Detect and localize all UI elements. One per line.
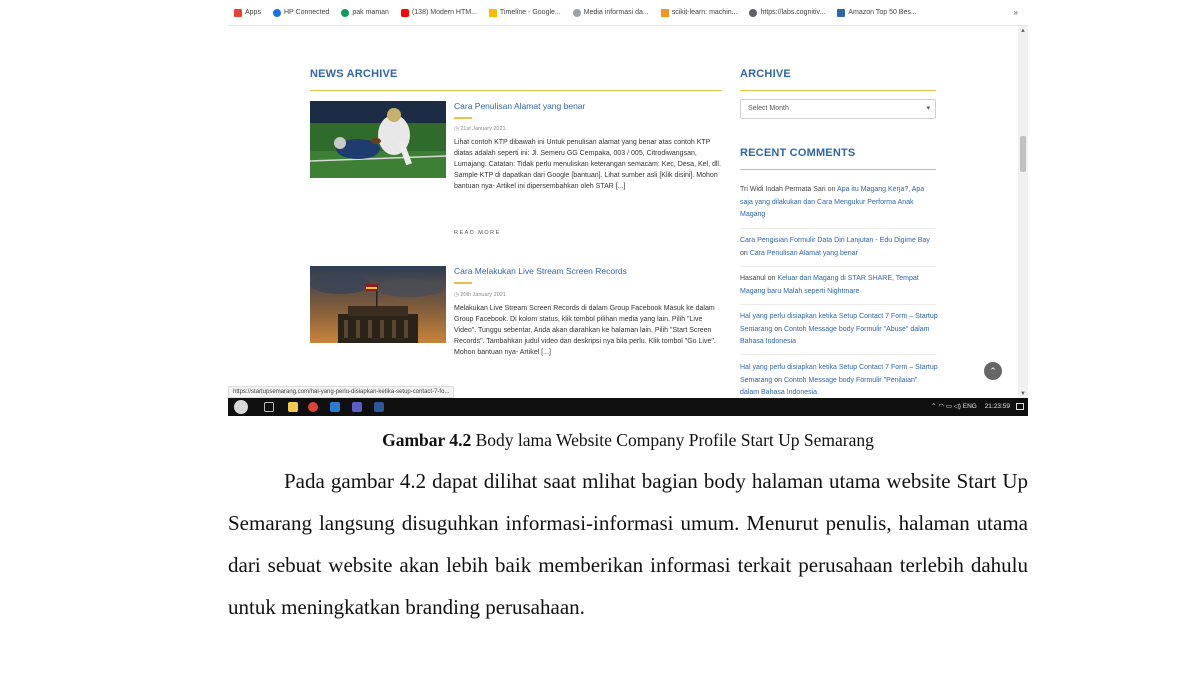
post-title-rule (454, 282, 472, 284)
body-paragraph: Pada gambar 4.2 dapat dilihat saat mlihat bagian body halaman utama website Start Up Semarang langsung disuguhkan informasi-informasi umum. Menurut penulis, halaman utama dari sebuat website akan lebih baik memberikan informasi terkait perusahaan terlebih dahulu untuk meningkatkan branding perusahaan. (228, 469, 1028, 619)
status-url-bar: https://startupsemarang.com/hal-yang-perlu-disiapkan-ketika-setup-contact-7-fo... (228, 386, 454, 398)
task-view-icon[interactable] (264, 402, 274, 412)
post-title-rule (454, 117, 472, 119)
globe-icon (749, 9, 757, 17)
figure-caption (228, 430, 1028, 451)
bookmark-scikit-learn[interactable]: scikit-learn: machin... (661, 9, 738, 17)
comment-item: Hal yang perlu disiapkan ketika Setup Contact 7 Form – Startup Semarang on Contoh Message body Formulir "Abuse" dalam Bahasa Indonesia (740, 313, 938, 345)
drive-icon (489, 9, 497, 17)
language-indicator[interactable]: ENG (962, 403, 977, 410)
recent-comments-title: RECENT COMMENTS (740, 147, 856, 159)
vscode-icon[interactable] (330, 402, 340, 412)
bookmark-youtube[interactable]: (138) Modern HTM... (401, 9, 477, 17)
scroll-thumb[interactable] (1020, 136, 1026, 172)
wifi-icon[interactable]: ◠ (938, 403, 946, 410)
read-more-link[interactable]: READ MORE (454, 230, 501, 236)
chevron-down-icon: ▾ (926, 105, 930, 112)
archive-rule (740, 90, 936, 91)
news-archive-rule (310, 90, 722, 91)
comment-item: Hasanul on Keluar dari Magang di STAR SHARE, Tempat Magang baru Malah seperti Nightmare (740, 275, 919, 295)
site-icon (341, 9, 349, 17)
back-to-top-button[interactable] (984, 362, 1002, 380)
more-bookmarks-icon[interactable]: » (1013, 8, 1018, 17)
start-icon[interactable] (234, 400, 248, 414)
post-date: ◷ 21st January 2021 (454, 126, 506, 132)
clock-icon: ◷ (454, 292, 461, 298)
post-date: ◷ 20th January 2021 (454, 292, 506, 298)
folder-icon[interactable] (288, 402, 298, 412)
speaker-icon[interactable]: ◁) (953, 403, 963, 410)
bookmark-amazon-top[interactable]: Amazon Top 50 Bes... (837, 9, 916, 17)
comment-divider (740, 228, 936, 229)
bookmark-apps[interactable]: Apps (234, 9, 261, 17)
post-title[interactable]: Cara Melakukan Live Stream Screen Records (454, 266, 627, 276)
archive-title: ARCHIVE (740, 68, 791, 80)
caption-label: Gambar 4.2 (382, 430, 472, 450)
scroll-down-icon[interactable]: ▼ (1020, 391, 1026, 397)
post-excerpt: Melakukan Live Stream Screen Records di dalam Group Facebook Masuk ke dalam Group Facebook. Di kolom status, klik tombol pilihan media yang lain. Pilih "Live Video". Tunggu sebentar, Anda akan diarahkan ke halaman lain. Pilih "Start Screen Records". Tambahkan judul video dan deskripsi nya bila perlu. Klik tombol "Go Live". Mohon bantuan nya- Artikel [...] (454, 305, 716, 356)
comment-divider (740, 354, 936, 355)
bookmark-pak-maman[interactable]: pak maman (341, 9, 389, 17)
taskbar (228, 398, 1028, 416)
app-icon[interactable] (352, 402, 362, 412)
page-scrollbar[interactable] (1018, 26, 1028, 398)
clock-time[interactable]: 21:23:59 (984, 403, 1010, 410)
scroll-up-icon[interactable]: ▲ (1020, 28, 1026, 34)
apps-icon (234, 9, 242, 17)
post-title[interactable]: Cara Penulisan Alamat yang benar (454, 101, 586, 111)
comment-item: Hal yang perlu disiapkan ketika Setup Contact 7 Form – Startup Semarang on Contoh Message body Formulir "Penilaian" dalam Bahasa Indonesia (740, 364, 938, 396)
month-select[interactable]: Select Month ▾ (740, 99, 936, 119)
comment-item: Cara Pengisian Formulir Data Diri Lanjutan - Edu Digime Bay on Cara Penulisan Alamat yang benar (740, 237, 930, 257)
chart-icon (661, 9, 669, 17)
system-tray[interactable] (931, 402, 1010, 410)
bookmark-timeline[interactable]: Timeline - Google... (489, 9, 561, 17)
comment-divider (740, 266, 936, 267)
website-screenshot (228, 0, 1028, 416)
clock-icon: ◷ (454, 126, 461, 132)
caption-text: Body lama Website Company Profile Start Up Semarang (471, 430, 874, 450)
youtube-icon (401, 9, 409, 17)
globe-icon (573, 9, 581, 17)
hp-icon (273, 9, 281, 17)
tray-chevron-icon[interactable]: ⌃ (931, 403, 937, 410)
news-archive-title: NEWS ARCHIVE (310, 68, 398, 80)
battery-icon[interactable]: ▭ (945, 403, 952, 410)
comment-item: Tri Widi Indah Permata Sari on Apa itu Magang Kerja?, Apa saja yang dilakukan dan Cara Mengukur Performa Anak Magang (740, 186, 925, 218)
chrome-icon[interactable] (308, 402, 318, 412)
bookmark-media-informasi[interactable]: Media informasi da... (573, 9, 649, 17)
bookmark-labs-cognitive[interactable]: https://labs.cognitiv... (749, 9, 825, 17)
bookmark-hp-connected[interactable]: HP Connected (273, 9, 329, 17)
post-thumbnail-building[interactable] (310, 266, 446, 343)
chevron-up-icon: ⌃ (989, 366, 997, 376)
comment-divider (740, 304, 936, 305)
notification-icon[interactable] (1016, 403, 1024, 410)
word-icon[interactable] (374, 402, 384, 412)
recent-comments-rule (740, 169, 936, 170)
bookmarks-bar (228, 0, 1028, 26)
kindle-icon (837, 9, 845, 17)
post-excerpt: Lihat contoh KTP dibawah ini Untuk penulisan alamat yang benar atas contoh KTP diatas adalah seperti ini: Jl. Semeru GG Cempaka, 003 / 005, Citrodiwangsan, Lumajang. Catatan: Tidak perlu menuliskan keterangan semacam: Kec, Desa, Kel, dll. Sample KTP di dapatkan dari Google [bantuan]. Lihat sumber asli [Klik disini]. Mohon bantuan nya- Artikel ini dipersembahkan oleh STAR [...] (454, 139, 721, 190)
post-thumbnail-football[interactable] (310, 101, 446, 178)
